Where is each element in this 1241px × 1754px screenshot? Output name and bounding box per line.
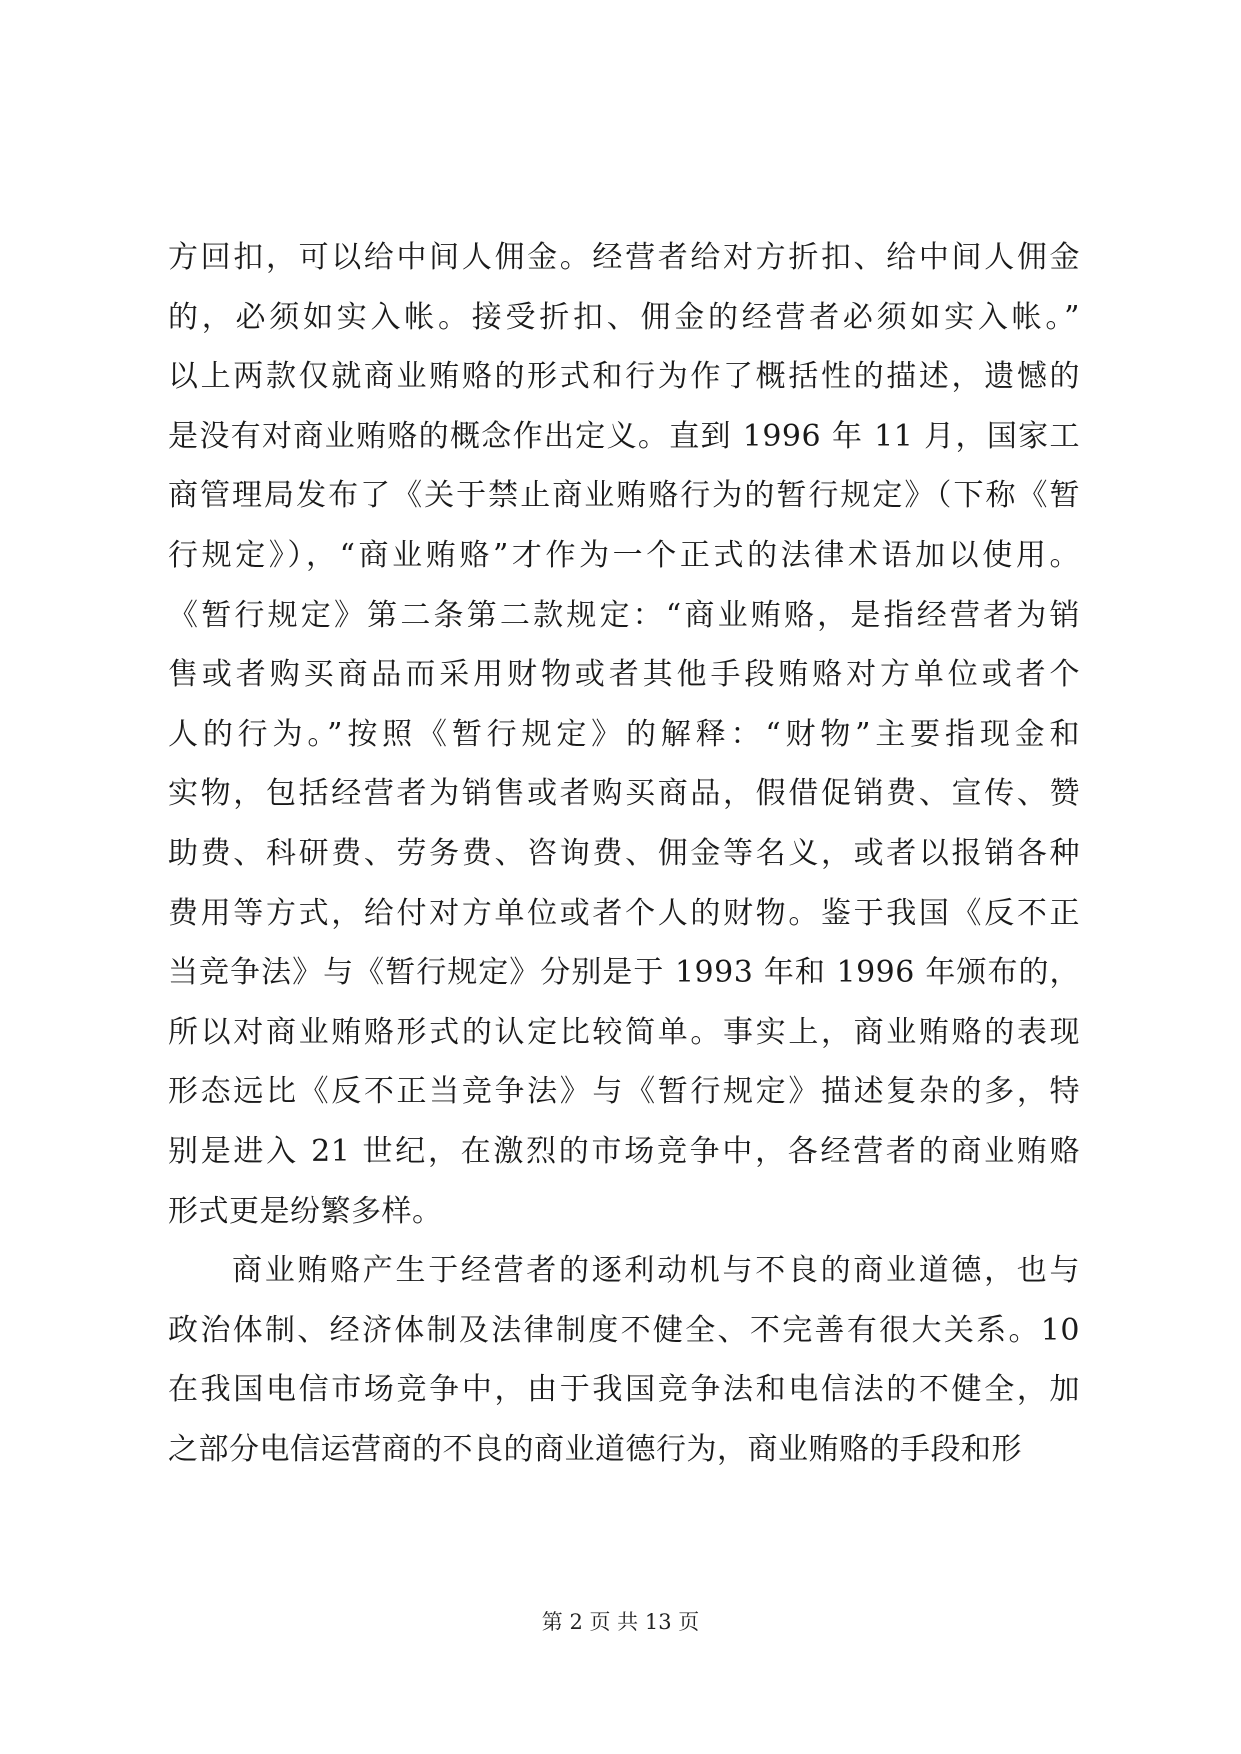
paragraph — [168, 1241, 1080, 1479]
paragraph-line: 的，必须如实入帐。接受折扣、佣金的经营者必须如实入帐。” — [168, 299, 1080, 335]
paragraph-line: 《暂行规定》第二条第二款规定：“商业贿赂，是指经营者为销 — [168, 597, 1080, 633]
paragraph-line: 当竞争法》与《暂行规定》分别是于 1993 年和 1996 年颁布的， — [168, 955, 1080, 991]
page-footer: 第 2 页 共 13 页 — [541, 1610, 700, 1634]
paragraph-line: 人的行为。”按照《暂行规定》的解释：“财物”主要指现金和 — [168, 716, 1080, 752]
paragraph-line: 费用等方式，给付对方单位或者个人的财物。鉴于我国《反不正 — [168, 895, 1080, 931]
paragraph-line: 助费、科研费、劳务费、咨询费、佣金等名义，或者以报销各种 — [168, 835, 1080, 871]
paragraph-line: 形式更是纷繁多样。 — [168, 1193, 443, 1229]
paragraph-line: 在我国电信市场竞争中，由于我国竞争法和电信法的不健全，加 — [168, 1372, 1080, 1408]
paragraph-line: 行规定》），“商业贿赂”才作为一个正式的法律术语加以使用。 — [168, 537, 1080, 573]
paragraph-line: 别是进入 21 世纪，在激烈的市场竞争中，各经营者的商业贿赂 — [168, 1133, 1080, 1169]
paragraph-line: 所以对商业贿赂形式的认定比较简单。事实上，商业贿赂的表现 — [168, 1014, 1080, 1050]
document-body — [168, 228, 1080, 1479]
paragraph-line: 以上两款仅就商业贿赂的形式和行为作了概括性的描述，遗憾的 — [168, 359, 1080, 395]
paragraph-line: 售或者购买商品而采用财物或者其他手段贿赂对方单位或者个 — [168, 657, 1080, 693]
paragraph — [168, 228, 1080, 1241]
paragraph-line: 商管理局发布了《关于禁止商业贿赂行为的暂行规定》（下称《暂 — [168, 478, 1080, 514]
paragraph-line: 政治体制、经济体制及法律制度不健全、不完善有很大关系。10 — [168, 1312, 1080, 1348]
paragraph-line: 是没有对商业贿赂的概念作出定义。直到 1996 年 11 月，国家工 — [168, 418, 1080, 454]
paragraph-line: 形态远比《反不正当竞争法》与《暂行规定》描述复杂的多，特 — [168, 1074, 1080, 1110]
paragraph-line: 实物，包括经营者为销售或者购买商品，假借促销费、宣传、赞 — [168, 776, 1080, 812]
paragraph-line: 之部分电信运营商的不良的商业道德行为，商业贿赂的手段和形 — [168, 1431, 1022, 1467]
paragraph-line: 方回扣，可以给中间人佣金。经营者给对方折扣、给中间人佣金 — [168, 240, 1080, 275]
paragraph-line: 商业贿赂产生于经营者的逐利动机与不良的商业道德，也与 — [232, 1253, 1080, 1289]
